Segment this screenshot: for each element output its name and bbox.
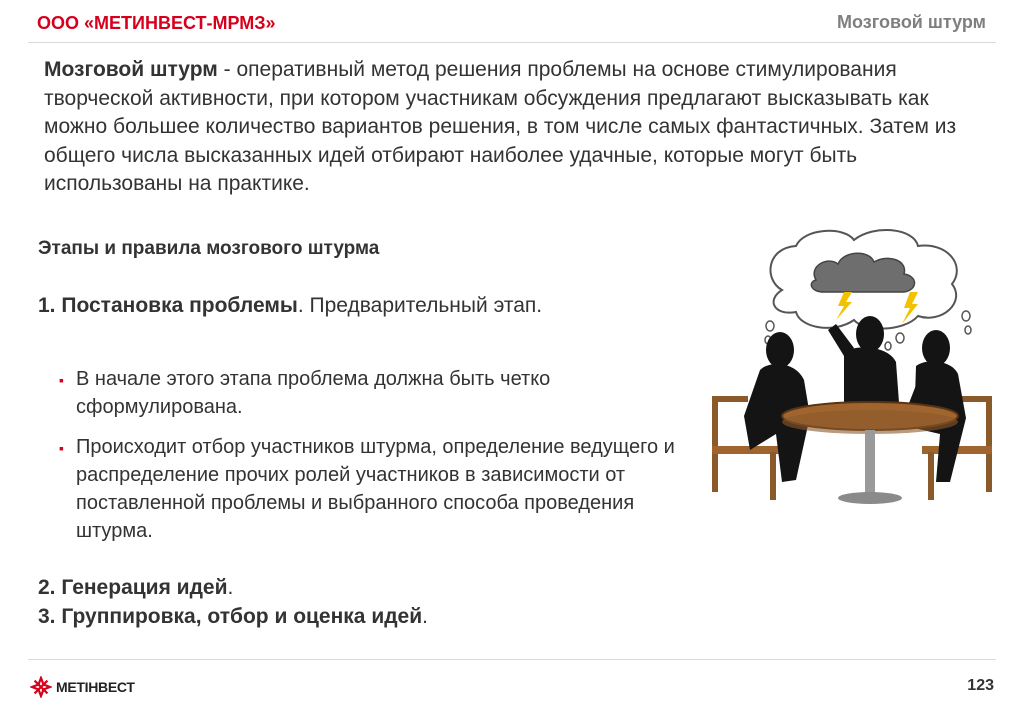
slide-title: Мозговой штурм (837, 12, 986, 32)
intro-term: Мозговой штурм (44, 58, 218, 81)
metinvest-logo-icon (30, 676, 52, 698)
intro-definition: - оперативный метод решения проблемы на основе стимулирования творческой активности, при котором участникам обсуждения предлагают высказывать как можно большее количество вариантов решения, в том числе самых фантастичных. Затем из общего числа высказанных идей отбирают наиболее удачные, которые могут быть использованы на практике. (44, 58, 957, 195)
brainstorm-meeting-illustration (704, 220, 1000, 520)
company-name: ООО «МЕТИНВЕСТ-МРМЗ» (37, 13, 276, 33)
step-number: 1. (38, 294, 56, 317)
section-heading: Этапы и правила мозгового штурма (38, 238, 380, 259)
step-rest: . (227, 576, 234, 599)
bullet-text: Происходит отбор участников штурма, определение ведущего и распределение прочих ролей участников в зависимости от поставленной проблемы и выбранного способа проведения штурма. (76, 436, 675, 542)
step-title: Генерация идей (61, 576, 228, 599)
step-rest: . (422, 605, 428, 628)
bullet-marker-icon: ▪ (59, 372, 64, 388)
page-number: 123 (967, 677, 994, 694)
step-title: Группировка, отбор и оценка идей (61, 605, 423, 628)
intro-paragraph (44, 56, 994, 199)
step-3 (38, 605, 428, 629)
bullet-text: В начале этого этапа проблема должна быть четко сформулирована. (76, 368, 551, 418)
logo-text: МЕТІНВЕСТ (56, 679, 135, 695)
step-number: 3. (38, 605, 56, 628)
bullet-item (59, 365, 676, 421)
step-title: Постановка проблемы (61, 294, 298, 317)
footer-divider (28, 659, 996, 660)
header-divider (28, 42, 996, 43)
step-2 (38, 576, 233, 600)
footer-logo (30, 676, 135, 698)
step-rest: . Предварительный этап. (297, 294, 543, 317)
step-number: 2. (38, 576, 56, 599)
bullet-item (59, 433, 676, 545)
step-1 (38, 294, 542, 318)
bullet-marker-icon: ▪ (59, 440, 64, 456)
person-silhouette-center (828, 316, 900, 416)
